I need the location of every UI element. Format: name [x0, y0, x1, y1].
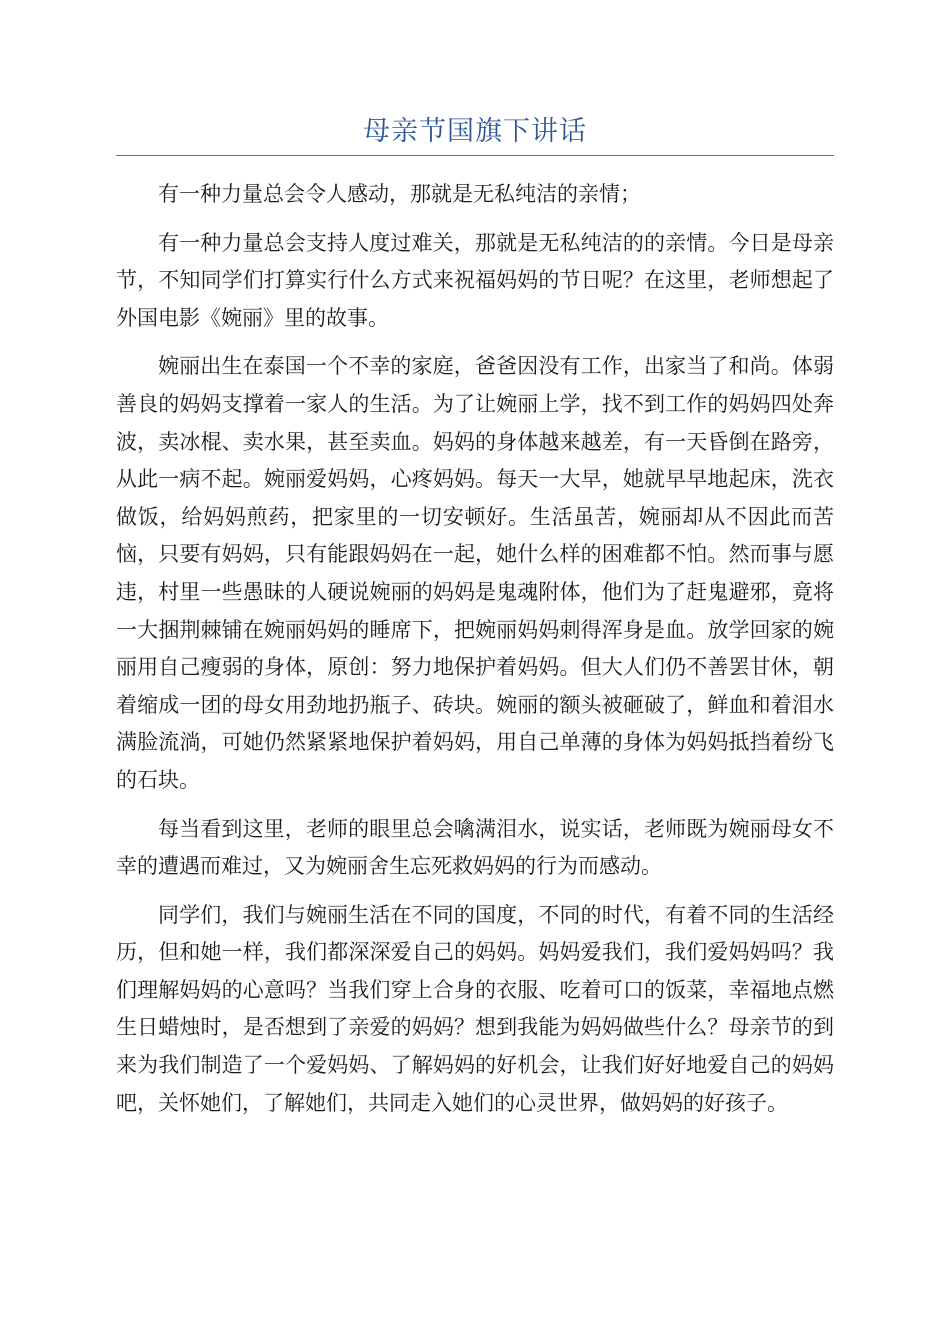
document-body — [116, 176, 834, 1133]
document-title: 母亲节国旗下讲话 — [363, 116, 587, 147]
paragraph-1: 有一种力量总会令人感动，那就是无私纯洁的亲情； — [158, 182, 641, 206]
paragraph-2: 有一种力量总会支持人度过难关，那就是无私纯洁的的亲情。今日是母亲节，不知同学们打算实行什么方式来祝福妈妈的节日呢？在这里，老师想起了外国电影《婉丽》里的故事。 — [116, 230, 834, 330]
paragraph-5: 同学们，我们与婉丽生活在不同的国度，不同的时代，有着不同的生活经历，但和她一样，我们都深深爱自己的妈妈。妈妈爱我们，我们爱妈妈吗？我们理解妈妈的心意吗？当我们穿上合身的衣服、吃着可口的饭菜，幸福地点燃生日蜡烛时，是否想到了亲爱的妈妈？想到我能为妈妈做些什么？母亲节的到来为我们制造了一个爱妈妈、了解妈妈的好机会，让我们好好地爱自己的妈妈吧，关怀她们，了解她们，共同走入她们的心灵世界，做妈妈的好孩子。 — [116, 902, 834, 1115]
paragraph-4: 每当看到这里，老师的眼里总会噙满泪水，说实话，老师既为婉丽母女不幸的遭遇而难过，又为婉丽舍生忘死救妈妈的行为而感动。 — [116, 816, 834, 879]
title-underline — [116, 155, 834, 156]
paragraph-3: 婉丽出生在泰国一个不幸的家庭，爸爸因没有工作，出家当了和尚。体弱善良的妈妈支撑着一家人的生活。为了让婉丽上学，找不到工作的妈妈四处奔波，卖冰棍、卖水果，甚至卖血。妈妈的身体越来越差，有一天昏倒在路旁，从此一病不起。婉丽爱妈妈，心疼妈妈。每天一大早，她就早早地起床，洗衣做饭，给妈妈煎药，把家里的一切安顿好。生活虽苦，婉丽却从不因此而苦恼，只要有妈妈，只有能跟妈妈在一起，她什么样的困难都不怕。然而事与愿违，村里一些愚昧的人硬说婉丽的妈妈是鬼魂附体，他们为了赶鬼避邪，竟将一大捆荆棘铺在婉丽妈妈的睡席下，把婉丽妈妈刺得浑身是血。放学回家的婉丽用自己瘦弱的身体，原创：努力地保护着妈妈。但大人们仍不善罢甘休，朝着缩成一团的母女用劲地扔瓶子、砖块。婉丽的额头被砸破了，鲜血和着泪水满脸流淌，可她仍然紧紧地保护着妈妈，用自己单薄的身体为妈妈抵挡着纷飞的石块。 — [116, 354, 834, 792]
